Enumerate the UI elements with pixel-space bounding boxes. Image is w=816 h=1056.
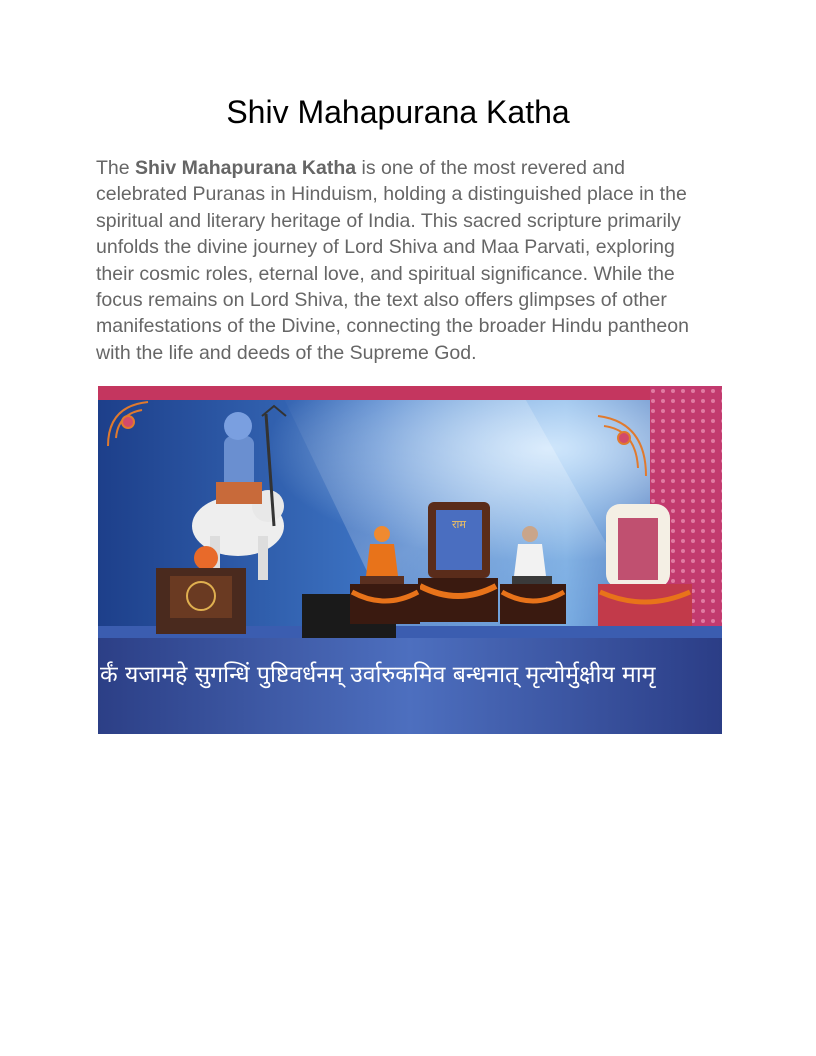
banner-sanskrit-text: र्कं यजामहे सुगन्धिं पुष्टिवर्धनम् उर्वारुकमिव बन्धनात् मृत्योर्मुक्षीय मामृ: [100, 662, 656, 688]
intro-prefix: The: [96, 157, 136, 179]
intro-body: is one of the most revered and celebrated Puranas in Hinduism, holding a distinguished place in the spiritual and literary heritage of India. This sacred scripture primarily unfolds the divine journey of Lord Shiva and Maa Parvati, exploring their cosmic roles, eternal love, and spiritual significance. While the focus remains on Lord Shiva, the text also offers glimpses of other manifestations of the Divine, connecting the broader Hindu pantheon with the life and deeds of the Supreme God.: [96, 157, 689, 364]
stage-photo: [98, 386, 722, 734]
center-throne: [418, 502, 498, 622]
pink-top-border: [98, 386, 722, 400]
intro-paragraph: [96, 155, 716, 366]
page-title: Shiv Mahapurana Katha: [226, 94, 570, 130]
pedestal: [500, 584, 566, 624]
intro-bold-title: Shiv Mahapurana Katha: [135, 157, 357, 179]
pedestal: [350, 584, 420, 624]
throne-label: राम: [452, 518, 466, 531]
